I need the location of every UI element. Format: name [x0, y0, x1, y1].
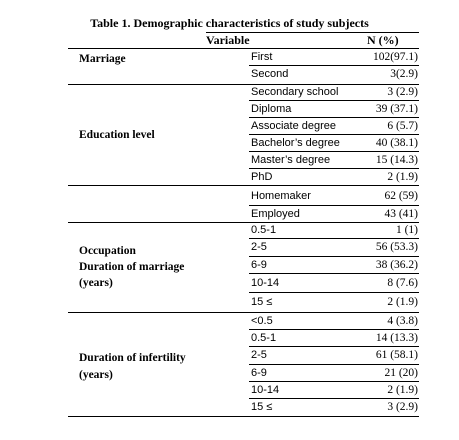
- row-value: 2 (1.9): [387, 384, 418, 396]
- table-bottom-rule: [68, 416, 419, 417]
- row-label: 10-14: [251, 384, 280, 396]
- row-label: Homemaker: [251, 190, 311, 202]
- row-label: Associate degree: [251, 120, 336, 132]
- row-value: 39 (37.1): [375, 103, 418, 115]
- category-duration-of-infertility-unit: (years): [79, 369, 113, 381]
- row-label: 15 ≤: [251, 401, 273, 413]
- row-value: 8 (7.6): [387, 277, 418, 289]
- row-label: 0.5-1: [251, 332, 277, 344]
- row-value: 2 (1.9): [387, 296, 418, 308]
- row-value: 14 (13.3): [375, 332, 418, 344]
- row-label: 2-5: [251, 349, 267, 361]
- row-label: 15 ≤: [251, 296, 273, 308]
- section-divider: [68, 185, 419, 186]
- row-value: 61 (58.1): [375, 349, 418, 361]
- category-duration-of-marriage: Duration of marriage: [79, 261, 185, 273]
- header-bottom-rule: [68, 48, 419, 49]
- row-divider: [249, 292, 419, 293]
- row-label: 0.5-1: [251, 224, 277, 236]
- row-label: Diploma: [251, 103, 292, 115]
- row-label: <0.5: [251, 315, 273, 327]
- row-value: 3(2.9): [390, 68, 418, 80]
- row-label: Master’s degree: [251, 154, 331, 166]
- row-label: Employed: [251, 208, 300, 220]
- table-title: Table 1. Demographic characteristics of study subjects: [90, 16, 369, 30]
- row-value: 15 (14.3): [375, 154, 418, 166]
- section-divider: [68, 222, 419, 223]
- category-occupation: Occupation: [79, 245, 136, 257]
- category-duration-of-marriage-unit: (years): [79, 277, 113, 289]
- row-value: 40 (38.1): [375, 137, 418, 149]
- row-label: PhD: [251, 171, 273, 183]
- row-value: 1 (1): [395, 224, 418, 236]
- row-label: Bachelor’s degree: [251, 137, 340, 149]
- row-label: 10-14: [251, 277, 280, 289]
- category-education-level: Education level: [79, 129, 155, 141]
- row-value: 102(97.1): [372, 51, 418, 63]
- category-duration-of-infertility: Duration of infertility: [79, 352, 186, 364]
- header-top-rule: [206, 32, 419, 33]
- header-n-percent: N (%): [367, 33, 399, 47]
- row-value: 3 (2.9): [387, 401, 418, 413]
- row-value: 38 (36.2): [375, 259, 418, 271]
- row-value: 4 (3.8): [387, 315, 418, 327]
- row-value: 3 (2.9): [387, 86, 418, 98]
- row-label: Secondary school: [251, 86, 339, 98]
- row-label: 6-9: [251, 259, 267, 271]
- row-label: First: [251, 51, 273, 63]
- row-label: Second: [251, 68, 289, 80]
- row-value: 6 (5.7): [387, 120, 418, 132]
- row-value: 62 (59): [384, 190, 418, 202]
- category-marriage: Marriage: [79, 53, 126, 65]
- row-value: 56 (53.3): [375, 241, 418, 253]
- section-divider: [68, 312, 419, 313]
- row-label: 2-5: [251, 241, 267, 253]
- row-value: 2 (1.9): [387, 171, 418, 183]
- header-variable: Variable: [206, 33, 250, 47]
- section-divider: [68, 84, 419, 85]
- row-label: 6-9: [251, 367, 267, 379]
- row-value: 43 (41): [384, 208, 418, 220]
- row-value: 21 (20): [384, 367, 418, 379]
